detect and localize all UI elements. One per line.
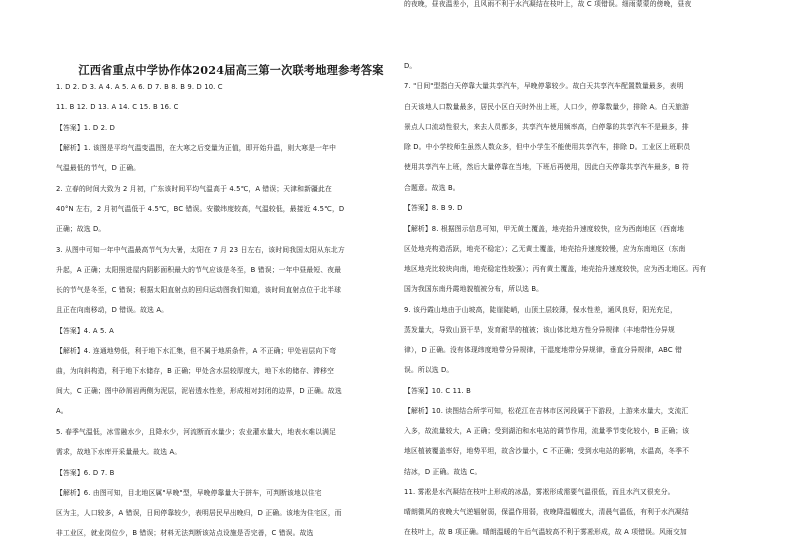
text-line: 景点人口流动性很大，来去人员都多，共享汽车使用频率高，白停靠的共享汽车不是最多，排 [404, 123, 689, 131]
text-line: 40°N 左右，2 月初气温低于 4.5℃，BC 错误。安徽纬度较高，气温较低，最接近 4.5℃，D [56, 205, 345, 213]
text-line: 正确；故选 D。 [56, 225, 106, 233]
text-line: 区为主，人口较多，A 错误，日间停靠较少，表明居民早出晚归，D 正确。该地为住宅区，而 [56, 509, 342, 517]
text-line: 蒸发量大，导致山顶干旱，发育耐旱的植被；该山体比地方性分异规律（丰地带性分异规 [404, 326, 675, 334]
text-line: 且正在向南移动，D 错误。故选 A。 [56, 306, 169, 314]
text-line: 升起，A 正确；太阳照进屋内阴影面积最大的节气应该是冬至，B 错误；一年中昼最短、夜最 [56, 266, 342, 274]
text-line: 【解析】1. 该图是平均气温变温图，在大寒之后变量为正值，即开始升温，则大寒是一年中 [56, 144, 337, 152]
text-line: 【答案】6. D 7. B [56, 469, 115, 477]
text-line: 3. 从图中可知一年中气温最高节气为大暑，太阳在 7 月 23 日左右，该时间我国太阳从东北方 [56, 246, 345, 254]
text-line: 国为我国东南丹霞地貌植被分布，所以选 B。 [404, 285, 544, 293]
text-line: 【解析】10. 读图结合所学可知，松花江在吉林市区河段属于下游段，上游来水量大，支流汇 [404, 407, 689, 415]
text-line: 区处地壳构造活跃，地壳不稳定）；乙无黄土覆盖，地壳抬升速度较慢，应为东南地区（东南 [404, 245, 686, 253]
text-line: 合题意。故选 B。 [404, 184, 460, 192]
text-line: 晴朗微风的夜晚大气逆辐射弱，保温作用弱，夜晚降温幅度大，清晨气温低，有利于水汽凝结 [404, 508, 689, 516]
text-line: 白天该地人口数量最多，居民小区白天时外出上班，人口少，停靠数量少，排除 A。白天旅游 [404, 103, 689, 111]
text-line: 需求，故地下水库开采量最大。故选 A。 [56, 448, 182, 456]
text-line: 入多，故流量较大，A 正确；受到湖泊和水电站的调节作用，流量季节变化较小，B 正确；该 [404, 427, 690, 435]
text-line: 间大，C 正确；图中砂屑岩两侧为泥层，泥岩透水性差，形成相对封闭的边界，D 正确。故选 [56, 387, 342, 395]
text-line: 【答案】10. C 11. B [404, 387, 471, 395]
text-line: 误。所以选 D。 [404, 366, 454, 374]
text-line: 11. 雾凇是水汽凝结在枝叶上形成的冰晶，雾凇形成需要气温很低，而且水汽又很充分。 [404, 488, 675, 496]
text-line: 【答案】1. D 2. D [56, 124, 116, 132]
text-line: 地区地壳比较块向南，地壳稳定性较强）；丙有黄土覆盖，地壳抬升速度较快，应为西北地区。丙有 [404, 265, 707, 273]
text-line: 地区植被覆盖率好，地势平坦，故含沙量小，C 不正确；受到水电站的影响，水温高，冬季不 [404, 447, 690, 455]
text-line: 7. "日间"型指白天停靠大量共享汽车，早晚停靠较少。故白天共享汽车配置数量最多，表明 [404, 82, 684, 90]
text-line: 【解析】6. 由图可知，目北地区属"早晚"型，早晚停靠量大于拼车，可判断该地以住宅 [56, 489, 322, 497]
text-line: 使用共享汽车上班，然后大量停靠在当地，下班后再使用，因此白天停靠共享汽车最多，B 符 [404, 163, 689, 171]
text-line: 9. 该丹霞山地由于山坡高，陡崖陡峭，山顶土层较薄，保水性差，通风良好，阳光充足， [404, 306, 678, 314]
text-line: A。 [56, 407, 68, 415]
text-line: 2. 立春的时间大致为 2 月初，广东该时间平均气温高于 4.5℃，A 错误；天津和新疆此在 [56, 185, 332, 193]
text-line: 【解析】4. 连通地势低，利于地下水汇集，但不属于地质条件，A 不正确；甲处岩层向下弯 [56, 347, 337, 355]
text-line: D。 [404, 62, 417, 70]
text-line: 除 D。中小学校师生虽然人数众多，但中小学生不能使用共享汽车，排除 D。工业区上班职员 [404, 143, 691, 151]
page-title: 江西省重点中学协作体2024届高三第一次联考地理参考答案 [78, 63, 384, 77]
text-line: 在枝叶上，故 B 项正确。晴朗温暖的午后气温较高不利于雾凇形成，故 A 项错误。风雨交加 [404, 528, 687, 536]
text-line: 结冰，D 正确。故选 C。 [404, 468, 482, 476]
text-line: 5. 春季气温低，冰雪融水少，且降水少，河流断而水量少；农业灌水量大，地表水难以满足 [56, 428, 337, 436]
text-line: 长的节气是冬至，C 错误；根据太阳直射点的回归运动图我们知道，该时间直射点位于北半球 [56, 286, 342, 294]
text-line: 非工业区，就业岗位少，B 错误；材料无法判断该站点设施是否完善，C 错误。故选 [56, 529, 314, 537]
text-line: 曲，为向斜构造，利于地下水储存，B 正确；甲处含水层较厚度大，地下水的储存、滞移空 [56, 367, 335, 375]
text-line: 【解析】8. 根据图示信息可知，甲无黄土覆盖，地壳抬升速度较快，应为西南地区（西南地 [404, 225, 685, 233]
text-line: 的夜晚，昼夜温差小，且风雨不利于水汽凝结在枝叶上，故 C 项错误。细雨蒙蒙的傍晚，昼夜 [404, 0, 692, 8]
text-line: 【答案】4. A 5. A [56, 327, 114, 335]
text-line: 1. D 2. D 3. A 4. A 5. A 6. D 7. B 8. B 9. D 10. C [56, 83, 223, 91]
text-line: 11. B 12. D 13. A 14. C 15. B 16. C [56, 103, 179, 111]
text-line: 律），D 正确。没有体现纬度地带分异规律，干湿度地带分异规律，垂直分异规律，ABC 错 [404, 346, 683, 354]
text-line: 气温最低的节气，D 正确。 [56, 164, 141, 172]
text-line: 【答案】8. B 9. D [404, 204, 463, 212]
